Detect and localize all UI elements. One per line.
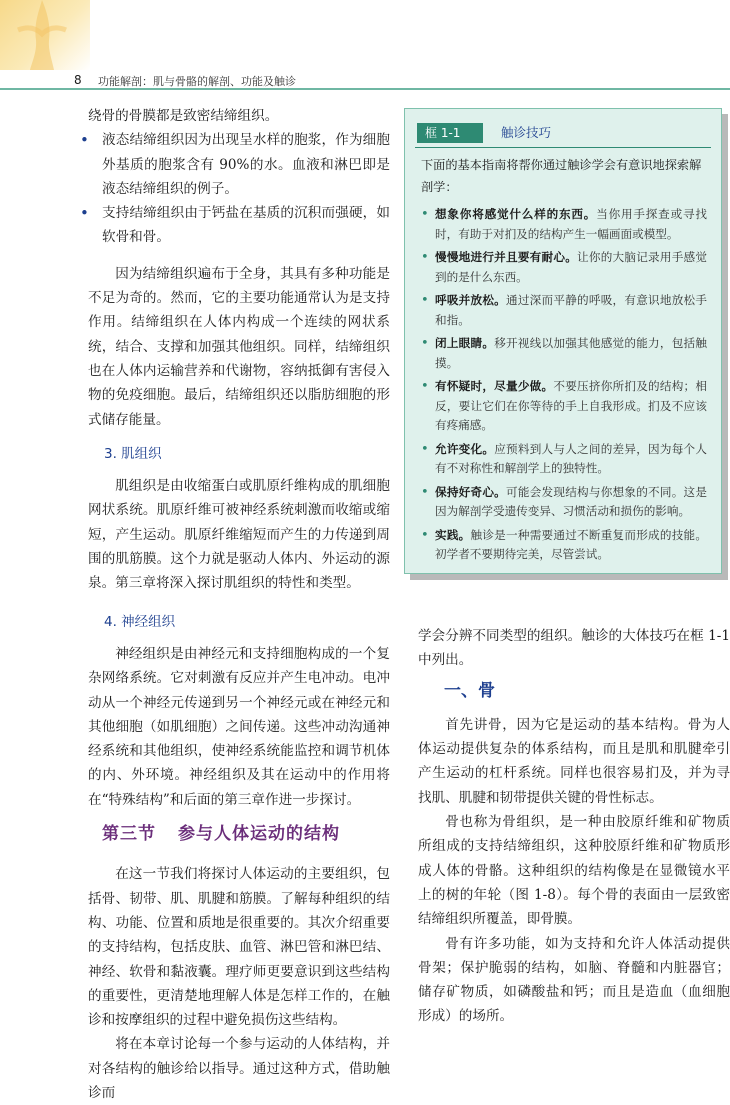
tip-lead: 保持好奇心。 <box>435 484 507 499</box>
list-item <box>421 377 707 436</box>
paragraph: 因为结缔组织遍布于全身，其具有多种功能是不足为奇的。然而，它的主要功能通常认为是支持作用。结缔组织在人体内构成一个连续的网状系统，结合、支撑和加强其他组织。同样，结缔组织也在人体内运输营养和代谢物，容纳抵御有害侵入物的免疫细胞。最后，结缔组织还以脂肪细胞的形式储存能量。 <box>88 265 390 428</box>
section-heading <box>102 822 390 846</box>
running-head: 功能解剖：肌与骨骼的解剖、功能及触诊 <box>98 75 296 88</box>
box-title: 触诊技巧 <box>501 125 552 140</box>
list-item <box>421 248 707 287</box>
corner-figure-art <box>0 0 90 70</box>
bone-heading: 一、骨 <box>444 680 495 701</box>
tip-lead: 有怀疑时，尽量少做。 <box>435 379 554 393</box>
paragraph: 骨有许多功能，如为支持和允许人体活动提供骨架；保护脆弱的结构，如脑、脊髓和内脏器官；储存矿物质，如磷酸盐和钙；而且是造血（血细胞形成）的场所。 <box>418 935 730 1025</box>
list-item <box>421 526 707 565</box>
list-item <box>421 483 707 522</box>
paragraph: 在这一节我们将探讨人体运动的主要组织，包括骨、韧带、肌、肌腱和筋膜。了解每种组织的结构、功能、位置和质地是很重要的。其次介绍重要的支持结构，包括皮肤、血管、淋巴管和淋巴结、神经、软骨和黏液囊。理疗师更要意识到这些结构的重要性，更清楚地理解人体是怎样工作的，在触诊和按摩组织的过程中避免损伤这些结构。 <box>88 866 390 1029</box>
box-title-row <box>415 121 711 145</box>
list-item <box>421 334 707 373</box>
nerve-subheading: 4. 神经组织 <box>104 613 176 630</box>
list-item <box>421 440 707 479</box>
box-intro: 下面的基本指南将帮你通过触诊学会有意识地探索解剖学： <box>421 158 702 194</box>
tip-lead: 实践。 <box>435 527 471 542</box>
section-number: 第三节 <box>102 824 156 845</box>
tip-lead: 闭上眼睛。 <box>435 336 495 350</box>
page-number: 8 <box>74 73 82 87</box>
continuation-text: 绕骨的骨膜都是致密结缔组织。 <box>88 108 279 124</box>
tip-text: 可能会发现结构与你想象的不同。这是因为解剖学受遗传变异、习惯活动和损伤的影响。 <box>435 484 707 518</box>
tip-lead: 呼吸并放松。 <box>435 293 507 307</box>
paragraph: 神经组织是由神经元和支持细胞构成的一个复杂网络系统。它对刺激有反应并产生电冲动。电冲动从一个神经元传递到另一个神经元或在神经元和其他细胞（如肌细胞）之间传递。这些冲动沟通神经系统和其他组织，使神经系统能监控和调节机体的内、外环境。神经组织及其在运动中的作用将在“特殊结构”和后面的第三章作进一步探讨。 <box>88 645 390 808</box>
list-item <box>421 291 707 330</box>
section-title: 参与人体运动的结构 <box>178 824 340 845</box>
tip-lead: 想象你将感觉什么样的东西。 <box>435 207 597 221</box>
left-column <box>88 104 390 1105</box>
box-title-rule <box>415 147 711 148</box>
tip-text: 通过深而平静的呼吸，有意识地放松手和指。 <box>435 293 707 327</box>
palpation-tips-box <box>404 108 722 574</box>
tip-text: 让你的大脑记录用手感觉到的是什么东西。 <box>435 250 707 284</box>
header-rule <box>0 88 730 90</box>
paragraph: 首先讲骨，因为它是运动的基本结构。骨为人体运动提供复杂的体系结构，而且是肌和肌腱牵引产生运动的杠杆系统。同样也很容易扪及，并为寻找肌、肌腱和韧带提供关键的骨性标志。 <box>418 716 730 806</box>
tip-text: 应预料到人与人之间的差异，因为每个人有不对称性和解剖学上的独特性。 <box>435 441 707 475</box>
right-column <box>418 624 730 1029</box>
tip-text: 触诊是一种需要通过不断重复而形成的技能。初学者不要期待完美，尽管尝试。 <box>435 527 707 561</box>
paragraph: 肌组织是由收缩蛋白或肌原纤维构成的肌细胞网状系统。肌原纤维可被神经系统刺激而收缩或缩短，产生运动。肌原纤维缩短而产生的力传递到周围的肌筋膜。这个力就是驱动人体内、外运动的源泉。第三章将深入探讨肌组织的特性和类型。 <box>88 478 390 592</box>
paragraph: 骨也称为骨组织，是一种由胶原纤维和矿物质所组成的支持结缔组织，这种胶原纤维和矿物质形成人体的骨骼。这种组织的结构像是在显微镜水平上的树的年轮（图 1-8）。每个骨的表面由一层致密结缔组织所覆盖，即骨膜。 <box>418 814 730 928</box>
box-number-tag: 框 1-1 <box>417 123 483 143</box>
human-figure-icon <box>12 0 72 70</box>
continuation-text: 学会分辨不同类型的组织。触诊的大体技巧在框 1-1 中列出。 <box>418 628 730 669</box>
tissue-bullet-list <box>88 128 390 249</box>
tip-text: 当你用手探查或寻找时，有助于对扪及的结构产生一幅画面或模型。 <box>435 207 707 241</box>
tips-list <box>421 205 707 569</box>
tip-lead: 慢慢地进行并且要有耐心。 <box>435 250 578 264</box>
muscle-subheading: 3. 肌组织 <box>104 445 162 462</box>
list-item <box>421 205 707 244</box>
list-item: • 支持结缔组织由于钙盐在基质的沉积而强硬，如软骨和骨。 <box>88 201 390 250</box>
list-item: • 液态结缔组织因为出现呈水样的胞浆，作为细胞外基质的胞浆含有 90%的水。血液和淋巴即是液态结缔组织的例子。 <box>88 128 390 201</box>
tip-text: 移开视线以加强其他感觉的能力，包括触摸。 <box>435 336 707 370</box>
tip-lead: 允许变化。 <box>435 441 495 456</box>
paragraph: 将在本章讨论每一个参与运动的人体结构，并对各结构的触诊给以指导。通过这种方式，借助触诊而 <box>88 1036 390 1101</box>
tip-text: 不要压挤你所扪及的结构；相反，要让它们在你等待的手上自我形成。扪及不应该有疼痛感。 <box>435 379 707 432</box>
